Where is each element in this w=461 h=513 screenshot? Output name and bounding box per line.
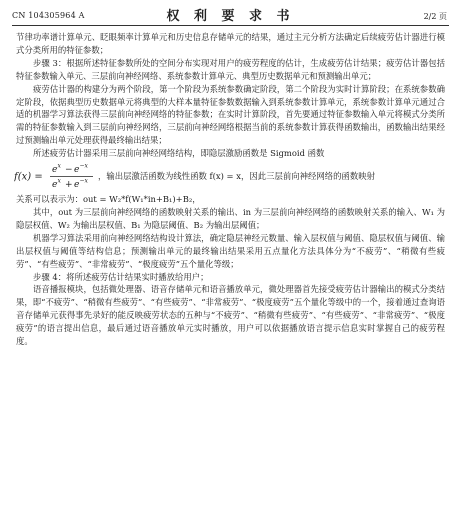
formula-den-op: + <box>65 180 73 191</box>
formula-lhs: f(x) = <box>14 171 43 183</box>
formula-trailing-text: ，输出层激活函数为线性函数 f(x) = x，因此三层前向神经网络的函数映射 <box>98 170 375 181</box>
formula-num-a-sup: x <box>57 162 61 170</box>
paragraph: 关系可以表示为：out = W₂*f(W₁*in+B₁)+B₂， <box>16 194 201 205</box>
sigmoid-formula <box>14 161 96 191</box>
paragraph: 步骤 4：将所述疲劳估计结果实时播放给用户； <box>33 271 209 282</box>
publication-number: CN 104305964 A <box>12 11 85 20</box>
formula-num-b-sup: −x <box>79 162 88 170</box>
paragraph: 疲劳估计器的构建分为两个阶段，第一个阶段为系统参数确定阶段，第二个阶段为实时计算阶段；在系统参数确定阶段，依据典型历史数据单元将典型的大样本量特征参数数据输入到系统参数计算单元，系统参数计算单元通过合适的机器学习算法获得三层前向神经网络的特征参数；在实时计算阶段，首先要通过特征参数输入单元将模式分类所需的特征参数输入到三层前向神经网络，三层前向神经网络根据当前的系统参数计算获得函数输出，函数输出结果经过预测输出单元处理获得最终输出结果； <box>16 83 445 146</box>
claims-body <box>16 31 445 348</box>
paragraph: 机器学习算法采用前向神经网络结构设计算法，确定隐层神经元数量、输入层权值与阈值、隐层权值与阈值、输出层权值与阈值等结构信息；预测输出单元的最终输出结果采用五点量化方法具体分为“不疲劳”、“稍微有些疲劳”、“有些疲劳”、“非常疲劳”、“极度疲劳”五个量化等级； <box>16 232 445 269</box>
formula-num-b: e <box>74 165 80 176</box>
paragraph: 节律功率谱计算单元、眨眼频率计算单元和历史信息存储单元的结果，通过主元分析方法确定后续疲劳估计器进行模式分类所用的特征参数； <box>16 32 445 55</box>
formula-den-b-sup: −x <box>79 177 88 185</box>
paragraph: 步骤 3：根据所述特征参数所处的空间分布实现对用户的疲劳程度的估计，生成疲劳估计结果；疲劳估计器包括特征参数输入单元、三层前向神经网络、系统参数计算单元、典型历史数据单元和预测输出单元； <box>16 57 445 81</box>
paragraph: 所述疲劳估计器采用三层前向神经网络结构，即隐层激励函数是 Sigmoid 函数 <box>33 148 325 159</box>
formula-den-a-sup: x <box>57 177 61 185</box>
formula-num-a: e <box>52 165 58 176</box>
header-rule <box>12 25 449 26</box>
formula-den-a: e <box>52 180 58 191</box>
page-header <box>0 0 461 26</box>
formula-num-op: − <box>65 165 73 176</box>
paragraph: 其中，out 为三层前向神经网络的函数映射关系的输出、in 为三层前向神经网络的函数映射关系的输入、W₁ 为隐层权值、W₂ 为输出层权值、B₁ 为隐层阈值、B₂ 为输出层阈值； <box>16 206 445 230</box>
sigmoid-formula-line <box>16 161 445 191</box>
paragraph: 语音播报模块，包括微处理器、语音存储单元和语音播放单元，微处理器首先接受疲劳估计器输出的模式分类结果，即“不疲劳”、“稍微有些疲劳”、“有些疲劳”、“非常疲劳”、“极度疲劳”五个量化等级中的一个，接着通过查询语音存储单元获得事先录好的能反映疲劳状态的五种与“不疲劳”、“稍微有些疲劳”、“有些疲劳”、“非常疲劳”、“极度疲劳”的语言提出信息，最后通过语音播放单元实时播放，用户可以依据播放语言提示信息实时掌握自己的疲劳程度。 <box>16 284 445 347</box>
document-title: 权 利 要 求 书 <box>166 9 295 24</box>
page-number: 2/2 页 <box>423 12 447 21</box>
formula-den-b: e <box>74 180 80 191</box>
